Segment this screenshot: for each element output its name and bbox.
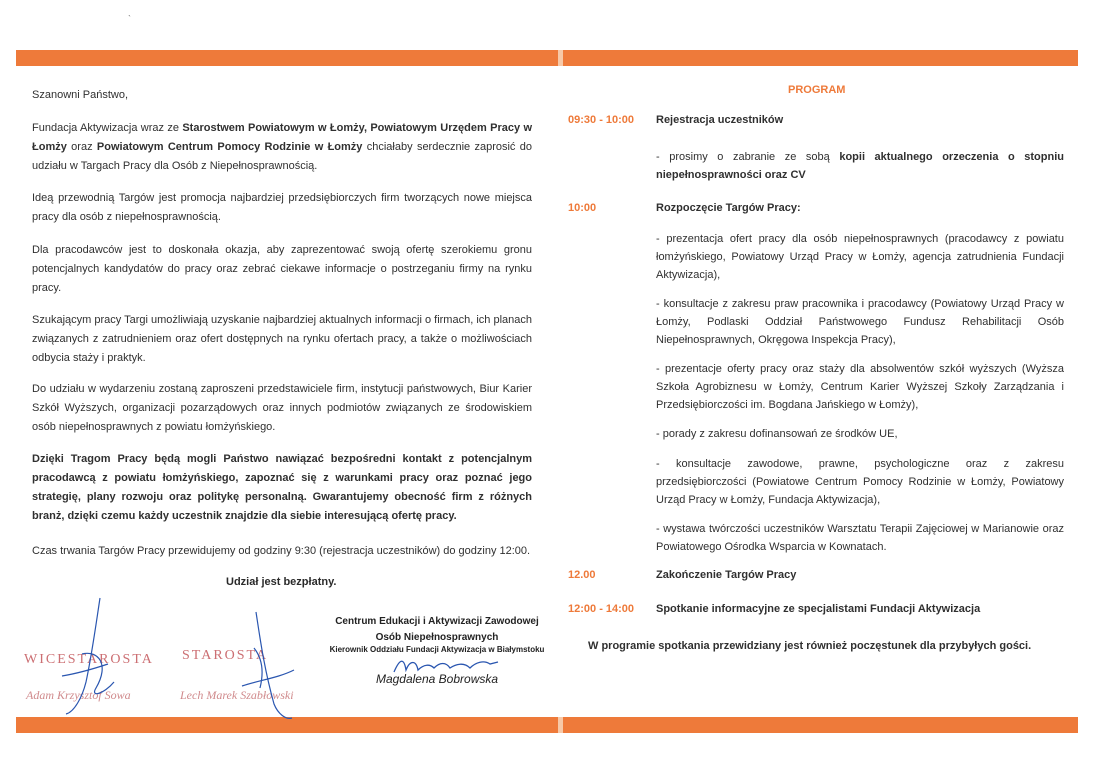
starosta-stamp-role: STAROSTA — [182, 648, 269, 663]
branch-head-name: Magdalena Bobrowska — [375, 672, 499, 686]
slot-1-note-text: - prosimy o zabranie ze sobą — [656, 151, 840, 163]
org-line-2: Osób Niepełnosprawnych — [375, 632, 499, 643]
intro-part-2: Starostwem Powiatowym w Łomży, Powiatowym Urzędem Pracy w Łomży — [32, 122, 532, 153]
top-bar-fold — [558, 50, 563, 66]
program-item: - prezentacje oferty pracy oraz staży dla absolwentów szkół wyższych (Wyższa Szkoła Agrobiznesu w Łomży, Centrum Karier Wyższej Szkoły Zarządzania i Przedsiębiorczości im. Bogdana Jańskiego w Łomży), — [656, 363, 1064, 411]
paragraph-intro — [32, 119, 532, 176]
intro-part-4: Powiatowym Centrum Pomocy Rodzinie w Łomży — [96, 141, 363, 153]
program-item: - konsultacje zawodowe, prawne, psychologiczne oraz z zakresu przedsiębiorczości (Powiatowe Centrum Pomocy Rodzinie w Łomży, Powiatowy Urząd Pracy w Łomży, Fundacja Aktywizacja), — [656, 458, 1064, 506]
slot-3-time: 12.00 — [568, 569, 596, 581]
vice-starosta-signature-icon — [52, 594, 142, 719]
org-line-1: Centrum Edukacji i Aktywizacji Zawodowej — [335, 616, 539, 627]
paragraph-employers: Dla pracodawców jest to doskonała okazja, aby zaprezentować swoją ofertę szerokiemu gronu potencjalnych kandydatów do pracy oraz zebrać ciekawe informacje o postrzeganiu firmy na rynku pracy. — [32, 244, 532, 294]
intro-part-3: oraz — [66, 141, 97, 153]
program-item: - wystawa twórczości uczestników Warsztatu Terapii Zajęciowej w Marianowie oraz Powiatowego Ośrodka Wsparcia w Kownatach. — [656, 523, 1064, 553]
paragraph-participants: Do udziału w wydarzeniu zostaną zaproszeni przedstawiciele firm, instytucji państwowych, Biur Karier Szkół Wyższych, organizacji pozarządowych oraz innych podmiotów związanych ze środowiskiem osób niepełnosprawnych z powiatu łomżyńskiego. — [32, 383, 532, 433]
top-orange-bar — [16, 50, 1078, 66]
slot-1-note — [656, 148, 1064, 184]
scan-speck: ` — [128, 14, 131, 24]
paragraph-duration: Czas trwania Targów Pracy przewidujemy od godziny 9:30 (rejestracja uczestników) do godziny 12:00. — [32, 545, 531, 557]
refreshments-note: W programie spotkania przewidziany jest również poczęstunek dla przybyłych gości. — [588, 640, 1032, 652]
paragraph-jobseekers: Szukającym pracy Targi umożliwiają uzyskanie najbardziej aktualnych informacji o firmach, ich planach związanych z zatrudnieniem oraz ofert dostępnych na rynku ofertach pracy, a także o możliwościach odbycia staży i praktyk. — [32, 314, 532, 364]
program-item: - porady z zakresu dofinansowań ze środków UE, — [656, 428, 898, 440]
starosta-signature-icon — [234, 608, 304, 723]
intro-part-5: chciałaby serdecznie zaprosić do udziału w Targach Pracy dla Osób z Niepełnosprawnością. — [32, 141, 532, 172]
program-item: - prezentacja ofert pracy dla osób niepełnosprawnych (pracodawcy z powiatu łomżyńskiego, Powiatowy Urząd Pracy w Łomży, agencja zatrudnienia Fundacji Aktywizacja), — [656, 233, 1064, 281]
program-item: - konsultacje z zakresu praw pracownika i pracodawcy (Powiatowy Urząd Pracy w Łomży, Podlaski Oddział Państwowego Fundusz Rehabilitacji Osób Niepełnosprawnych, Okręgowa Inspekcja Pracy), — [656, 298, 1064, 346]
bottom-orange-bar — [16, 717, 1078, 733]
slot-3-title: Zakończenie Targów Pracy — [656, 569, 797, 581]
program-title: PROGRAM — [788, 84, 846, 96]
branch-head-title: Kierownik Oddziału Fundacji Aktywizacja w Białymstoku — [329, 645, 545, 654]
vice-starosta-stamp-role: WICESTAROSTA — [24, 652, 154, 667]
organization-stamp — [330, 614, 544, 646]
vice-starosta-stamp-name: Adam Krzysztof Sowa — [26, 688, 131, 702]
slot-1-note-bold: kopii aktualnego orzeczenia o stopniu niepełnosprawności oraz CV — [656, 151, 1064, 181]
slot-2-title: Rozpoczęcie Targów Pracy: — [656, 202, 801, 214]
intro-part-1: Fundacja Aktywizacja wraz ze — [32, 122, 183, 134]
slot-1-title: Rejestracja uczestników — [656, 114, 784, 126]
bottom-bar-fold — [558, 717, 563, 733]
paragraph-benefits: Dzięki Tragom Pracy będą mogli Państwo nawiązać bezpośredni kontakt z potencjalnym pracodawcą z powiatu łomżyńskiego, zapoznać się z warunkami pracy oraz poznać jego strategię, plany rozwoju oraz politykę personalną. Gwarantujemy obecność firm z różnych branż, dzięki czemu każdy uczestnik znajdzie dla siebie interesującą ofertę pracy. — [32, 453, 532, 522]
starosta-stamp-name: Lech Marek Szabłowski — [180, 688, 294, 702]
paragraph-idea: Ideą przewodnią Targów jest promocja najbardziej przedsiębiorczych firm tworzących nowe miejsca pracy dla osób z niepełnosprawnością. — [32, 192, 532, 223]
slot-1-time: 09:30 - 10:00 — [568, 114, 635, 126]
slot-4-time: 12:00 - 14:00 — [568, 603, 635, 615]
slot-4-title: Spotkanie informacyjne ze specjalistami Fundacji Aktywizacja — [656, 603, 981, 615]
slot-2-time: 10:00 — [568, 202, 597, 214]
free-entry-note: Udział jest bezpłatny. — [226, 576, 337, 588]
greeting: Szanowni Państwo, — [32, 89, 128, 101]
